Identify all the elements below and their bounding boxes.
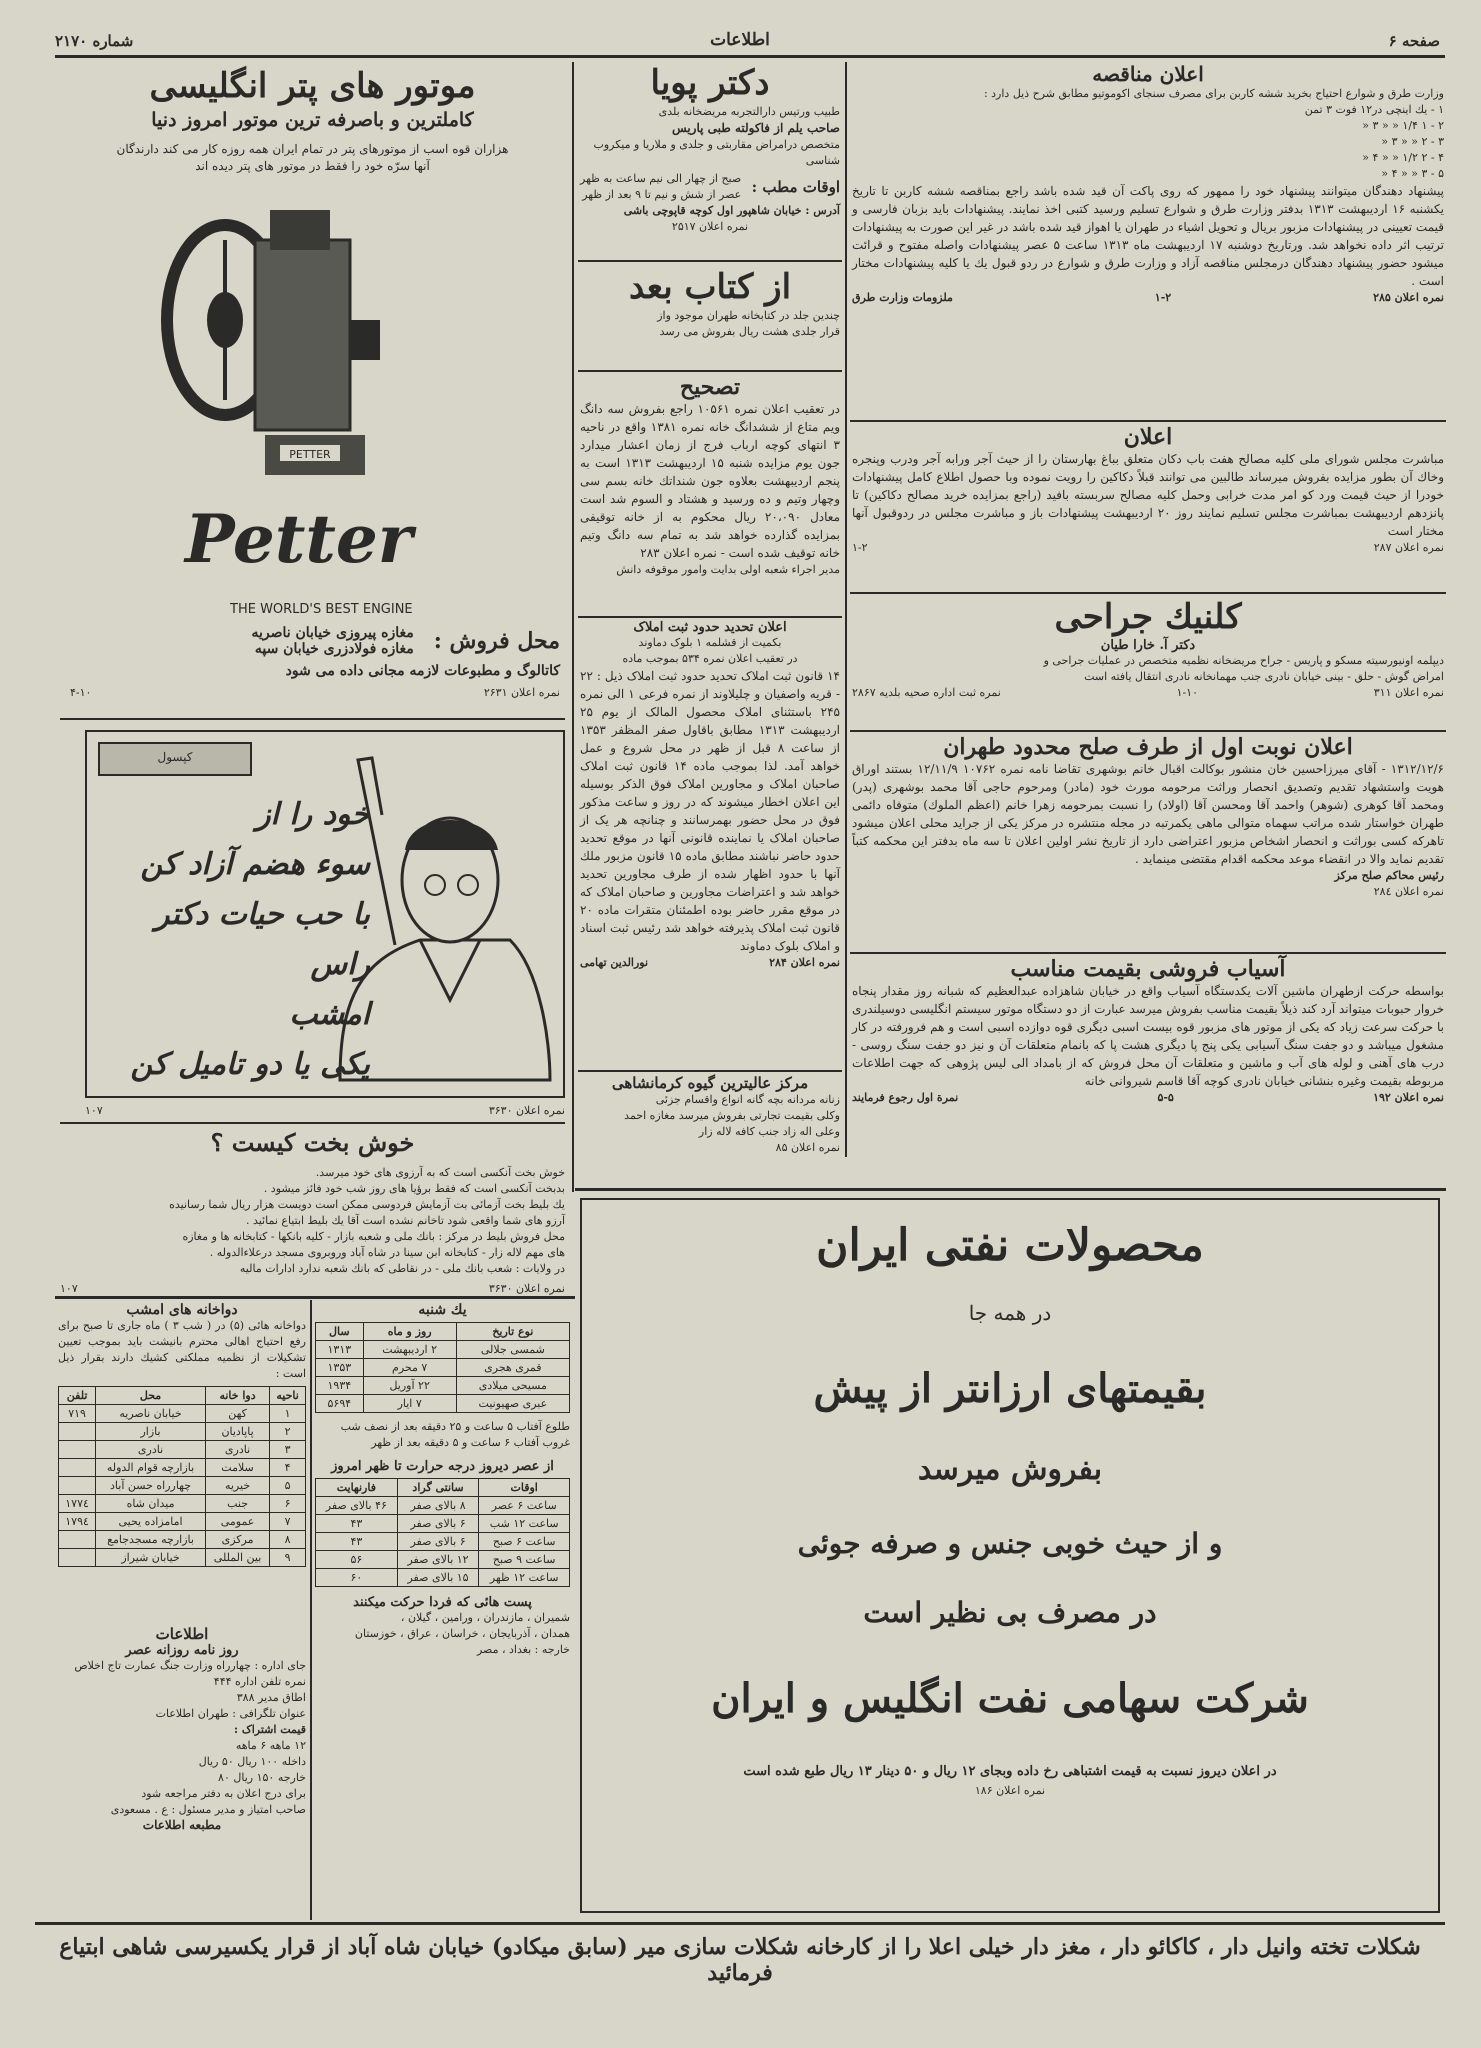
calendar-header: نوع تاریخ	[456, 1323, 569, 1341]
info-line: داخله ۱۰۰ ریال ۵۰ ریال	[198, 1755, 306, 1768]
lottery-line: های مهم لاله زار - کتابخانه ابن سینا در شاه آباد وروبروی مسجد درعلاءالدوله .	[209, 1246, 565, 1259]
info-line: جای اداره : چهارراه وزارت جنگ عمارت تاج اخلاص	[74, 1659, 306, 1672]
parliament-notice	[852, 424, 1444, 556]
registry-sub: در تعقیب اعلان نمره ۵۳۴ بموجب ماده	[622, 652, 798, 665]
table-row: ساعت ۱۲ شب ۶ بالای صفر ۴۳	[316, 1515, 570, 1533]
oil-line1: در همه جا	[968, 1301, 1052, 1325]
notice-code: ۱-۲	[852, 541, 868, 554]
kermanshah-line: وعلی اله زاد جنب کافه لاله زار	[698, 1125, 840, 1138]
info-line: اطاق مدیر ۳۸۸	[236, 1691, 306, 1704]
temperature-header: فارنهایت	[316, 1479, 398, 1497]
mill-text: بواسطه حرکت ازطهران ماشین آلات یکدستگاه آسیاب واقع در خیابان شاهزاده عبدالعظیم که شبانه روز مقدار پنجاه خروار حبوبات میتواند آرد کند ذیلاً بقیمت مناسب بفروش میرسد عبارت از دو دستگاه موتور سیستم انگلیسی دوسیلندری با حرکت سرعت زیاد که یکی از موتور های مزبور قوه بیست اسبی دیگری قوه دوازده اسبی است و هم فرورفته در کار مشغول میباشد و دو جفت سنگ آسیابی یکی پنج پا دیگری هشت پا که بانمام متعلقات آن و نیز دو جفت سنگ روسی - درب های آهنی و لوله های آب و ماشین و متعلقات آن محل فروش که از بامداد الی لیس پژوهی که جهت اطلاعات مربوطه بقیمت وغیره بنشانی خیابان نادری کوچه آقا قاسم شیروانی خانه	[852, 984, 1444, 1088]
column-divider	[572, 62, 574, 1192]
pharmacy-table	[58, 1386, 306, 1567]
petter-title: موتور های پتر انگلیسی	[149, 66, 476, 106]
laxative-footer	[85, 1103, 565, 1119]
pharmacy-section	[58, 1302, 306, 1567]
correction-notice	[580, 374, 840, 578]
clinic-ad	[852, 596, 1444, 701]
laxative-ad-no: نمره اعلان ۳۶۳۰	[488, 1104, 565, 1117]
court-text: ۱۳۱۲/۱۲/۶ - آقای میرزاحسین خان منشور بوکالت اقبال خانم بوشهری تقاضا نامه نمره ۱۰۷۶۲ ۱۲/۱۱/۹ بستند اوراق هویت واستشهاد تقدیم وتصدیق انحصار وراثت مرحومه مورث خود (مادر) ومرحوم حاجی آقا محمد بوشهری (پدر) ومحمد آقا کوهری (شوهر) واحمد آقا ومحسن آقا (اولاد) را نسبت بمرحومه زهرا خانم (اعظم الملوك) متوفاه دائمی طهران خواستار شده مراتب سهماه متوالی ماهی یکمرتبه در مجله منتشره در مرکز یکی از جراید محلی اعلان میشود تاهرکه کسی بوراثت و انحصار اشخاص مزبور اعتراضی دارد از تاریخ نشر اولین اعلان تا سه ماه بدفتر این محکمه کتباً تقدیم نماید والا در انقضاء موعد محکمه اقدام مقتضی مینماید .	[852, 762, 1444, 866]
notice-text: مباشرت مجلس شورای ملی کلیه مصالح هفت باب دکان متعلق بباغ بهارستان را از حیث آجر ورابه آجر ودرب وپنجره وخاك آن بطور مزایده بفروش میرساند طالبین می توانند قبلاً دکاکین را رویت نموده وبا حصول اطلاع کامل پیشنهادات خودرا از حیث قیمت ورد کو امر مدت خرابی وحمل کلیه مصالح سربسته بافید (راجع بمزایده خرید مصالح دکاکین) تا پانزدهم اردیبهشت بمباشرت مجلس تسلیم نمایند روز ۲۰ اردیبهشت پیشنهادات باز و مباشرت مجلس در ردوقبول آنها مختار است	[852, 452, 1444, 538]
laxative-line: امشب	[289, 997, 370, 1032]
table-row: شمسی جلالی ۲ اردیبهشت ۱۳۱۳	[316, 1341, 570, 1359]
sunrise: طلوع آفتاب ۵ ساعت و ۲۵ دقیقه بعد از نصف شب	[340, 1420, 570, 1433]
registry-title: اعلان تحدید حدود ثبت املاک	[633, 620, 787, 635]
doctor-line: صاحب یلم از فاکولته طبی پاریس	[672, 121, 840, 135]
table-row: ۷ عمومی امامزاده یحیی ۱۷۹٤	[59, 1513, 306, 1531]
correction-title: تصحیح	[679, 374, 741, 400]
lottery-title: خوش بخت کیست ؟	[210, 1128, 415, 1157]
petter-catalog: کاتالوگ و مطبوعات لازمه مجانی داده می شود	[285, 663, 560, 679]
temperature-header: اوقات	[479, 1479, 570, 1497]
oil-ad	[600, 1220, 1420, 1799]
ettelaat-info	[58, 1625, 306, 1832]
court-notice	[852, 734, 1444, 900]
clinic-line: دیپلمه اونیورسیته مسکو و پاریس - جراح مریضخانه نظمیه متخصص در عملیات جراحی و	[1043, 654, 1444, 667]
column-divider	[310, 1300, 312, 1920]
clinic-ad-no: نمره اعلان ۳۱۱	[1373, 686, 1444, 699]
table-row: ۵ خیریه چهارراه حسن آباد	[59, 1477, 306, 1495]
info-price-label: قیمت اشتراک :	[233, 1723, 306, 1736]
oil-line2: بقیمتهای ارزانتر از پیش	[813, 1365, 1207, 1412]
section-rule	[578, 1070, 842, 1072]
table-row: ۸ مرکزی بازارچه مسجدجامع	[59, 1531, 306, 1549]
post-title: پست هائی که فردا حرکت میکنند	[353, 1595, 532, 1610]
calendar-title: یك شنبه	[418, 1302, 467, 1318]
laxative-ad-code: ۱۰۷	[85, 1104, 103, 1117]
registry-signer: نورالدین تهامی	[580, 956, 649, 969]
table-row: ۳ نادری نادری	[59, 1441, 306, 1459]
court-signer: رئیس محاکم صلح مرکز	[1334, 869, 1444, 882]
tender-ad-no: نمره اعلان ۲۸۵	[1373, 291, 1444, 304]
tender-title: اعلان مناقصه	[1092, 62, 1204, 86]
petter-ad	[60, 65, 565, 175]
lottery-ad-code: ۱۰۷	[60, 1282, 78, 1295]
section-rule	[60, 718, 565, 720]
temperature-header: سانتی گراد	[397, 1479, 479, 1497]
section-rule	[578, 370, 842, 372]
lottery-ad-no: نمره اعلان ۳۶۳۰	[488, 1282, 565, 1295]
pharmacy-title: دواخانه های امشب	[126, 1302, 238, 1318]
doctor-hours-label: اوقات مطب :	[751, 178, 840, 196]
kermanshah-title: مرکز عالیترین گیوه کرمانشاهی	[611, 1074, 809, 1092]
lottery-line: خوش بخت آنکسی است که به آرزوی های خود میرسد.	[315, 1166, 565, 1179]
clinic-code: ۱-۱۰	[1176, 686, 1198, 699]
pharmacy-header: ناحیه	[270, 1387, 306, 1405]
doctor-hours: صبح از چهار الی نیم ساعت به ظهر	[580, 172, 742, 185]
table-row: ۶ جنب میدان شاه ۱۷۷٤	[59, 1495, 306, 1513]
info-line: برای درج اعلان به دفتر مراجعه شود	[141, 1787, 306, 1800]
tender-text: پیشنهاد دهندگان میتوانند پیشنهاد خود را ممهور که روی پاکت آن قید شده باشد راجع بمناقصه ششه کاربن تا تاریخ یکشنبه ۱۶ اردیبهشت ۱۳۱۳ بدفتر وزارت طرق و شوارع تسلیم ورسید کتبی اخذ نمایند. پیشنهادات باید بزبان فارسی و قیمت تعیینی در پیشنهادات مزبور بریال و تحویل اشیاء در طهران یا اهواز قید شده باشد در غیر این صورت به پیشنهادات ترتیب اثر داده نخواهد شد. ورتاریخ دوشنبه ۱۷ اردیبهشت ماه ۱۳۱۳ ساعت ۵ عصر پیشنهادات واصله مفتوح و قرائت میشود حضور پیشنهاد دهندگان درمجلس مناقصه آزاد و وزارت طرق و شوارع در ردو قبول یك یا کلیه پیشنهادات مختار است .	[852, 184, 1444, 288]
pharmacy-header: دوا خانه	[205, 1387, 269, 1405]
engine-illustration	[150, 200, 390, 500]
paper-name: اطلاعات	[710, 30, 770, 50]
doctor-line: متخصص درامراض مقاربتی و جلدی و ملاریا و میکروب شناسی	[593, 138, 840, 167]
clinic-line: امراض گوش - حلق - بینی خیابان نادری جنب مهمانخانه نادری انتقال یافته است	[1084, 670, 1444, 683]
tender-item: ۳ - ۲ « « ۳ «	[1381, 135, 1444, 148]
pharmacy-header: تلفن	[59, 1387, 96, 1405]
section-rule	[850, 420, 1446, 422]
info-press: مطبعه اطلاعات	[142, 1818, 222, 1832]
column-divider	[845, 62, 847, 1157]
mill-title: آسیاب فروشی بقیمت مناسب	[1010, 956, 1286, 982]
petter-ad-no: نمره اعلان ۲۶۳۱	[483, 686, 560, 699]
mill-signer: نمرة اول رجوع فرمایند	[852, 1091, 959, 1104]
section-rule	[55, 1296, 575, 1299]
lottery-ad	[60, 1128, 565, 1297]
post-line: خارجه : بغداد ، مصر	[476, 1643, 570, 1656]
table-row: ساعت ۹ صبح ۱۲ بالای صفر ۵۶	[316, 1551, 570, 1569]
tender-item: ۲ - ۱ ۱/۴ « « ۳ «	[1362, 119, 1444, 132]
laxative-line: یکی یا دو تامیل کن	[130, 1047, 370, 1082]
tender-signer: ملزومات وزارت طرق	[852, 291, 953, 304]
calendar-header: روز و ماه	[363, 1323, 456, 1341]
pharmacy-intro: دواخانه هائی (۵) در ( شب ۳ ) ماه جاری تا صبح برای رفع احتیاج اهالی محترم بانیشت باید بموجب تعیین تشکیلات از نظمیه مملکتی کشیك دارند بقرار ذیل است :	[58, 1319, 306, 1380]
lottery-line: آرزو های شما واقعی شود تاخانم نشده است آقا یك بلیط ابتیاع نمائید .	[245, 1214, 565, 1227]
kermanshah-ad	[580, 1074, 840, 1156]
doctor-title: دکتر پویا	[650, 63, 770, 103]
petter-sale-label: محل فروش :	[433, 628, 560, 654]
mill-ad	[852, 956, 1444, 1106]
clinic-reg: نمره ثبت اداره صحیه بلدیه ۲۸۶۷	[852, 686, 1001, 699]
petter-store1: مغازه پیروزی خیابان ناصریه	[251, 625, 414, 641]
oil-note: در اعلان دیروز نسبت به قیمت اشتباهی رخ داده وبجای ۱۲ ریال و ۵۰ دینار ۱۳ ریال طبع شده است	[743, 1764, 1277, 1779]
lottery-line: در ولایات : شعب بانك ملی - در نقاطی که بانك شعبه ندارد ادارات مالیه	[239, 1262, 565, 1275]
tender-intro: وزارت طرق و شوارع احتیاج بخرید ششه کاربن برای مصرف سنجای اکوموتیو مطابق شرح ذیل دارد :	[983, 87, 1444, 100]
info-line: عنوان تلگرافی : طهران اطلاعات	[155, 1707, 306, 1720]
table-row: ۲ پاپادیان بازار	[59, 1423, 306, 1441]
laxative-text	[100, 790, 370, 1090]
temperature-table	[315, 1478, 570, 1587]
table-row: ساعت ۱۲ ظهر ۱۵ بالای صفر ۶۰	[316, 1569, 570, 1587]
court-ad-no: نمره اعلان ۲۸٤	[1373, 885, 1444, 898]
doctor-ad-no: نمره اعلان ۲۵۱۷	[671, 220, 749, 233]
calendar-section	[315, 1302, 570, 1658]
info-title: اطلاعات	[155, 1625, 209, 1643]
petter-ad-code: ۴-۱۰	[70, 686, 92, 699]
registry-ad-no: نمره اعلان ۲۸۴	[769, 956, 840, 969]
tender-item: ۴ - ۲ ۱/۲ « « ۴ «	[1362, 151, 1444, 164]
info-line: ۱۲ ماهه ۶ ماهه	[235, 1739, 306, 1752]
sunset: غروب آفتاب ۶ ساعت و ۵ دقیقه بعد از ظهر	[371, 1436, 570, 1449]
table-row: ۱ کهن خیابان ناصریه ۷۱۹	[59, 1405, 306, 1423]
petter-subtitle: کاملترین و باصرفه ترین موتور امروز دنیا	[151, 109, 474, 131]
doctor-hours: عصر از شش و نیم تا ۹ بعد از ظهر	[582, 188, 742, 201]
tender-item: ۱ - یك اینچی در۱۲ فوت ۳ تمن	[1304, 103, 1444, 116]
notice-title: اعلان	[1123, 424, 1173, 450]
petter-store2: مغازه فولادزری خیابان سپه	[254, 641, 414, 657]
temperature-title: از عصر دیروز درجه حرارت تا ظهر امروز	[331, 1459, 554, 1474]
book-title: از کتاب بعد	[628, 267, 792, 307]
petter-line1: هزاران قوه اسب از موتورهای پتر در تمام ایران همه روزه کار می کند دارندگان	[116, 142, 509, 156]
correction-signer: مدیر اجراء شعبه اولی بدایت وامور موقوفه دانش	[616, 563, 840, 576]
kermanshah-line: زنانه مردانه بچه گانه انواع واقسام جزئی	[655, 1093, 840, 1106]
table-row: ۴ سلامت بازارچه قوام الدوله	[59, 1459, 306, 1477]
section-rule	[60, 1122, 565, 1124]
petter-line2: آنها سرّه خود را فقط در موتور های پتر دیده اند	[195, 159, 430, 173]
calendar-table	[315, 1322, 570, 1413]
oil-line4: و از حیث خوبی جنس و صرفه جوئی	[797, 1527, 1223, 1560]
oil-ad-no: نمره اعلان ۱۸۶	[974, 1784, 1046, 1797]
lottery-line: یك بلیط بخت آزمائی بت آزمایش فردوسی ممکن است دویست هزار ریال شما رسانیده	[169, 1198, 565, 1211]
kermanshah-line: وکلی بقیمت تجارتی بفروش میرسد مغازه احمد	[624, 1109, 840, 1122]
mill-code: ۵-۵	[1157, 1091, 1174, 1104]
section-rule	[578, 616, 842, 618]
info-line: صاحب امتیاز و مدیر مسئول : ع . مسعودی	[110, 1803, 306, 1816]
info-subtitle: روز نامه روزانه عصر	[125, 1643, 239, 1658]
court-title: اعلان نوبت اول از طرف صلح محدود طهران	[943, 734, 1353, 760]
registry-sub: بکمیت از قشلمه ۱ بلوک دماوند	[638, 636, 782, 649]
issue-number: شماره ۲۱۷۰	[55, 32, 134, 50]
laxative-line: سوء هضم آزاد کن	[140, 847, 370, 882]
correction-text: در تعقیب اعلان نمره ۱۰۵۶۱ راجع بفروش سه دانگ ویم متاع از ششدانگ خانه نمره ۱۳۸۱ واقع در ناحیه ۳ انتهای کوچه ارباب فرج از زمان اعشار میدارد جون یوم مزایده شنبه ۱۵ اردیبهشت ۱۳۱۳ است به پنجم اردیبهشت بعلاوه جون شنداتك خانه بسم سی وچهار وتیم و ده ورسید و هشتاد و السوم شد است معادل ۲۰،۰۹۰ ریال محکوم به از خانه توقیفی بمزایده گذارده خواهد شد به تمام سه دانگ وتیم خانه توقیف شده است - نمره اعلان ۲۸۳	[580, 402, 841, 560]
notice-ad-no: نمره اعلان ۲۸۷	[1373, 541, 1444, 554]
footer-rule	[35, 1922, 1445, 1925]
pharmacy-header: محل	[96, 1387, 206, 1405]
oil-line3: بفروش میرسد	[917, 1452, 1103, 1487]
mill-ad-no: نمره اعلان ۱۹۲	[1373, 1091, 1444, 1104]
oil-line5: در مصرف بی نظیر است	[863, 1596, 1157, 1629]
lottery-line: بدبخت آنکسی است که فقط برؤیا های روز شب خود فائز میشود .	[263, 1182, 565, 1195]
oil-company: شرکت سهامی نفت انگلیس و ایران	[711, 1675, 1309, 1722]
engine-plate: PETTER	[289, 448, 331, 461]
chocolate-ad: شکلات تخته وانیل دار ، کاکائو دار ، مغز دار خیلی اعلا را از کارخانه شکلات سازی میر (سابق میکادو) خیابان شاه آباد از قرار یکسیرسی شاهی ابتیاع فرمائید	[59, 1934, 1421, 1986]
post-line: همدان ، آذربایجان ، خراسان ، عراق ، خوزستان	[354, 1627, 570, 1640]
kermanshah-ad-no: نمره اعلان ۸۵	[775, 1141, 840, 1154]
info-line: خارجه ۱۵۰ ریال ۸۰	[218, 1771, 306, 1784]
table-row: مسیحی میلادی ۲۲ آوریل ۱۹۳۴	[316, 1377, 570, 1395]
calendar-header: سال	[316, 1323, 364, 1341]
registry-text: ۱۴ قانون ثبت املاک تحدید حدود ثبت املاک ذیل : ۲۲ - قریه واصفیان و چلیلاوند از نمره فرعی ۱ الی نمره ۲۴۵ باستثنای املاک محصول المالک از یوم ۲۵ اردیبهشت ۱۳۱۳ مطابق باقاول صفر المظفر ۱۳۵۳ از ساعت ۸ قبل از ظهر در محل شروع و عمل خواهد آمد. لذا بموجب ماده ۱۴ قانون ثبت املاک صاحبان املاک و مجاورین املاک فوق الذکر بوسیله این اعلان اخطار میشوند که در روز و ساعت مذکور فوق در محل حضور بهمرسانند و چنانچه هر یک از صاحبان املاک یا نماینده قانونی آنها در موقع تحدید حدود حاضر نباشند مطابق ماده ۱۵ قانون مزبور ملك آنها با حدود اظهار شده از طرف مجاورین تحدید خواهد شد و اعتراضات مجاورین و صاحبان املاک که در موقع مقرر حاضر بوده اطمئنان متقرات ماده ۲۰ قانون ثبت املاک پذیرفته خواهد شد رئیس ثبت اسناد و املاک بلوک دماوند	[580, 669, 841, 953]
laxative-line: خود را از	[256, 797, 370, 832]
book-line: چندین جلد در کتابخانه طهران موجود واز	[657, 309, 840, 322]
section-rule	[575, 1188, 1446, 1191]
section-rule	[578, 260, 842, 262]
clinic-doctor: دکتر آ. خارا طیان	[1100, 638, 1196, 653]
doctor-line: طبیب ورتیس دارالتجربه مریضخانه بلدی	[658, 105, 840, 118]
masthead-rule	[55, 55, 1445, 58]
oil-title: محصولات نفتی ایران	[816, 1220, 1204, 1271]
tender-item: ۵ - ۳ « « ۴ «	[1381, 167, 1444, 180]
lottery-line: محل فروش بلیط در مرکز : بانك ملی و شعبه بازار - کلیه بانکها - کتابخانه ها و مغازه	[182, 1230, 565, 1243]
tender-code: ۱-۲	[1154, 291, 1172, 304]
info-line: نمره تلفن اداره ۴۴۴	[213, 1675, 306, 1688]
clinic-title: کلنیك جراحی	[1054, 597, 1242, 637]
tender-notice	[852, 62, 1444, 306]
petter-sale	[70, 625, 560, 701]
table-row: ساعت ۶ صبح ۶ بالای صفر ۴۳	[316, 1533, 570, 1551]
table-row: عبری صهیونیت ۷ ایار ۵۶۹۴	[316, 1395, 570, 1413]
section-rule	[850, 952, 1446, 954]
laxative-line: با حب حیات دکتر راس	[154, 897, 370, 982]
registry-notice	[580, 620, 840, 971]
table-row: قمری هجری ۷ محرم ۱۳۵۳	[316, 1359, 570, 1377]
post-line: شمیران ، مازندران ، ورامین ، گیلان ،	[400, 1611, 570, 1624]
page-number: صفحه ۶	[1388, 32, 1440, 50]
petter-logo: Petter	[185, 500, 413, 578]
book-line: قرار جلدی هشت ریال بفروش می رسد	[659, 325, 840, 338]
table-row: ۹ بین المللی خیابان شیراز	[59, 1549, 306, 1567]
doctor-ad	[580, 62, 840, 235]
book-ad	[580, 266, 840, 340]
capsule-box: کپسول	[98, 742, 252, 776]
doctor-address: آدرس : خیابان شاهپور اول کوچه قاپوچی باشی	[623, 204, 840, 217]
table-row: ساعت ۶ عصر ۸ بالای صفر ۴۶ بالای صفر	[316, 1497, 570, 1515]
section-rule	[850, 592, 1446, 594]
petter-tagline: THE WORLD'S BEST ENGINE	[230, 602, 413, 617]
section-rule	[850, 730, 1446, 732]
